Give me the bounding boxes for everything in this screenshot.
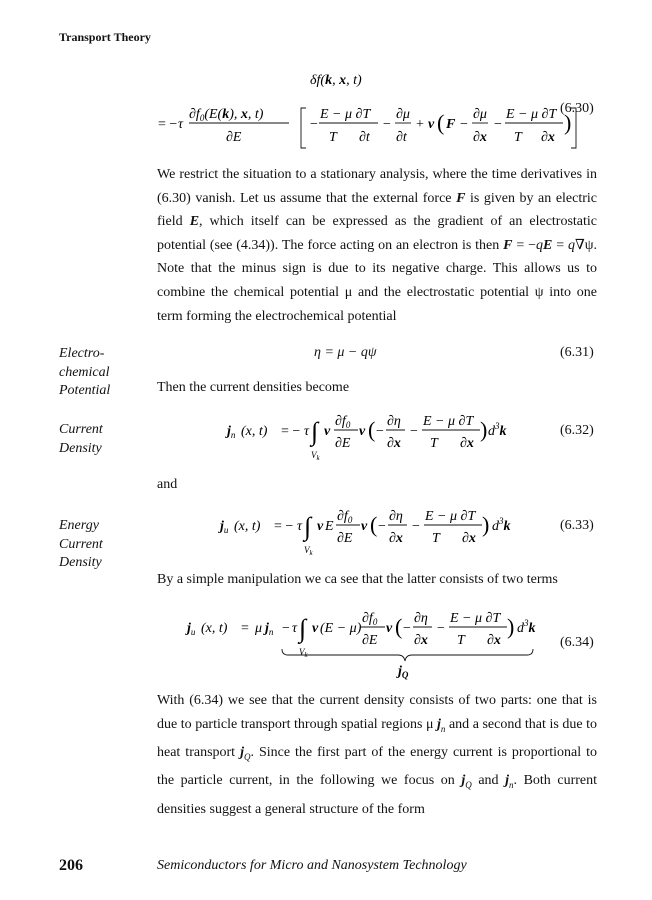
svg-text:): ) [480,417,488,442]
equation-6-32 [225,400,525,465]
svg-text:−: − [437,621,445,636]
svg-text:v: v [359,424,366,439]
svg-text:(: ( [395,614,403,639]
svg-text:E − μ ∂T: E − μ ∂T [425,509,476,524]
svg-text:T: T [457,633,465,648]
svg-text:(: ( [437,110,445,135]
svg-text:−: − [383,117,391,132]
svg-text:−: − [403,621,411,636]
svg-text:−: − [460,117,468,132]
svg-text:= −: = − [274,519,294,534]
svg-text:−: − [282,621,290,636]
svg-text:d3k: $d^3k$ [492,516,511,534]
svg-text:(x, t): (x, t) [201,621,228,636]
svg-text:E − μ ∂T: E − μ ∂T [450,611,501,626]
svg-text:v: v [317,519,324,534]
eq630-lhs: δf(k, x, t) [310,73,362,88]
svg-text:E − μ ∂T: E − μ ∂T [320,107,371,122]
svg-text:∂x: ∂x [389,531,403,546]
svg-text:(x, t): (x, t) [234,519,261,534]
svg-text:−: − [410,424,418,439]
svg-text:(: ( [368,417,376,442]
equation-number-6-34: (6.34) [560,635,594,650]
svg-text:(x, t): (x, t) [241,424,268,439]
svg-text:(: ( [370,512,378,537]
svg-text:): ) [482,512,490,537]
svg-text:F: F [446,117,456,132]
svg-text:): ) [507,614,515,639]
svg-text:v: v [312,621,319,636]
margin-note-line: Density [59,555,102,570]
paragraph-current-densities-become: Then the current densities become [157,380,350,395]
margin-note-line: Potential [59,383,111,398]
svg-text:= −: = − [158,117,178,132]
equation-6-30-graphic [150,66,620,158]
running-title: Transport Theory [59,30,151,44]
svg-text:∂t: ∂t [359,130,370,145]
paragraph-stationary-analysis: We restrict the situation to a stationary analysis, where the time derivatives in (6.30) vanish. Let us assume that the external force F is given by an electric field E, which itself can be expressed as the gradient of an electrostatic potential (see (4.34)). The force acting on an electron is then F = −qE = q∇ψ. Note that the minus sign is due to its negative charge. This allows us to combine the chemical potential μ and the electrostatic potential ψ into one term forming the electrochemical potential [157,167,598,324]
equation-6-33-graphic [218,495,528,560]
margin-note-line: Density [59,440,102,456]
svg-text:+: + [416,117,424,132]
svg-text:∂f0: $\partial f_0$ [335,414,351,430]
svg-text:∂x: ∂x [541,130,555,145]
svg-text:∂f0: $\partial f_0$ [337,509,353,525]
svg-text:∂E: ∂E [337,531,353,546]
margin-note-line: chemical [59,364,110,380]
svg-text:−: − [310,117,318,132]
svg-text:T: T [514,130,522,145]
equation-6-30 [150,66,620,158]
svg-text:∂x: ∂x [462,531,476,546]
equation-6-33 [218,495,528,560]
margin-note-line: Current [59,422,103,437]
svg-text:∂μ: ∂μ [473,107,487,122]
equation-number-6-31: (6.31) [560,345,594,360]
svg-text:v: v [386,621,393,636]
svg-text:∂x: ∂x [387,436,401,451]
svg-text:τ: τ [304,424,310,439]
svg-text:μ: μ [255,621,263,636]
svg-text:∂E: ∂E [362,633,378,648]
svg-text:T: T [329,130,337,145]
svg-text:= −: = − [281,424,301,439]
book-title: Semiconductors for Micro and Nanosystem Technology [157,858,467,873]
svg-text:=: = [241,621,249,636]
equation-6-34 [185,595,545,680]
svg-text:d3k: $d^3k$ [488,421,507,439]
svg-text:−: − [494,117,502,132]
svg-text:∂t: ∂t [396,130,407,145]
svg-text:∂x: ∂x [487,633,501,648]
svg-text:jn: $j_n$ [265,621,274,637]
svg-text:Vk: $V_k$ [304,545,313,557]
svg-text:∂η: ∂η [387,414,401,429]
svg-text:Vk: $V_k$ [299,647,308,659]
svg-text:∂x: ∂x [414,633,428,648]
paragraph-simple-manipulation: By a simple manipulation we ca see that the latter consists of two terms [157,572,558,587]
svg-text:−: − [412,519,420,534]
equation-6-34-graphic [185,595,545,680]
svg-text:Vk: $V_k$ [311,450,320,462]
svg-text:−: − [378,519,386,534]
svg-text:v: v [324,424,331,439]
equation-6-32-graphic [225,400,525,465]
margin-note-current-density [59,421,103,458]
margin-note-energy-current-density [59,517,103,573]
svg-text:∂E: ∂E [335,436,351,451]
svg-text:(E − μ): (E − μ) [320,621,362,636]
margin-note-line: Electro- [59,346,105,361]
svg-text:∂η: ∂η [389,509,403,524]
equation-number-6-30: (6.30) [560,101,594,116]
svg-text:jn: $j_n$ [227,424,236,440]
svg-text:E − μ ∂T: E − μ ∂T [506,107,557,122]
equation-6-31: η = μ − qψ [314,345,377,360]
paragraph-two-parts: With (6.34) we see that the current density consists of two parts: one that is due to particle transport through spatial regions μ $j_n$ and a second that is due to heat transport $j_Q$. Since the first part of the energy current is proportional to the particle current, in the following we focus on $j_Q$ and $j_n$. Both current densities suggest a general structure of the form [157,693,597,817]
svg-text:T: T [432,531,440,546]
svg-text:∂η: ∂η [414,611,428,626]
margin-note-line: Energy [59,518,99,533]
svg-text:−: − [376,424,384,439]
svg-text:∂x: ∂x [473,130,487,145]
svg-text:∫: ∫ [299,614,307,643]
svg-text:τ: τ [178,117,184,132]
margin-note-line: Current [59,536,103,552]
paragraph-and: and [157,477,178,492]
svg-text:ju: $j_u$ [220,519,229,535]
svg-text:d3k: $d^3k$ [517,618,536,636]
svg-text:v: v [361,519,368,534]
svg-text:∂f0(E(k), x, t): $\partial f_0(E(k)$, x, t) [189,107,264,123]
svg-text:∫: ∫ [311,417,319,446]
page-number: 206 [59,857,83,874]
equation-number-6-33: (6.33) [560,518,594,533]
margin-note-electrochemical-potential [59,345,110,401]
svg-text:v: v [428,117,435,132]
svg-text:∂x: ∂x [460,436,474,451]
svg-text:E: E [325,519,334,534]
svg-text:τ: τ [297,519,303,534]
svg-text:E − μ ∂T: E − μ ∂T [423,414,474,429]
svg-text:∂f0: $\partial f_0$ [362,611,378,627]
svg-text:T: T [430,436,438,451]
svg-text:jQ: $j_Q$ [398,664,409,680]
svg-text:∂E: ∂E [226,130,242,145]
svg-text:ju: $j_u$ [187,621,196,637]
svg-text:): ) [564,110,572,135]
svg-text:τ: τ [292,621,298,636]
svg-text:∂μ: ∂μ [396,107,410,122]
svg-text:∫: ∫ [304,512,312,541]
equation-number-6-32: (6.32) [560,423,594,438]
